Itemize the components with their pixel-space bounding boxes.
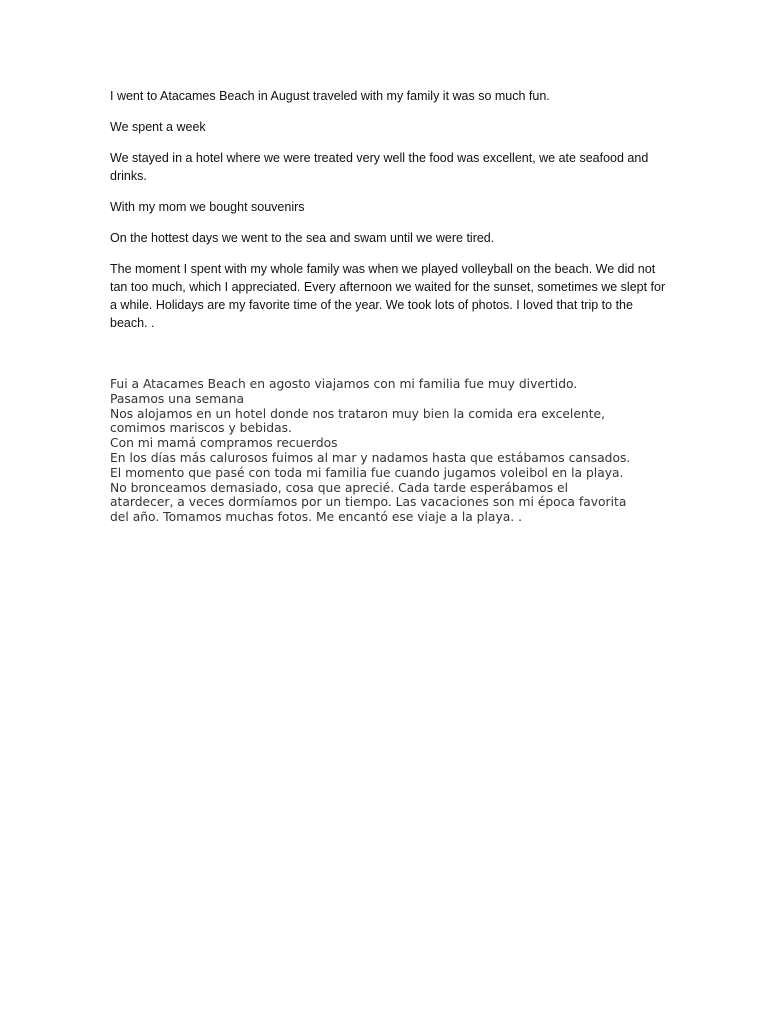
spanish-line: Nos alojamos en un hotel donde nos trataron muy bien la comida era excelente, xyxy=(110,406,606,421)
spanish-line: No bronceamos demasiado, cosa que aprecié. Cada tarde esperábamos el xyxy=(110,480,568,495)
spanish-line: comimos mariscos y bebidas. xyxy=(110,421,292,436)
english-text-block xyxy=(110,87,670,345)
english-paragraph: The moment I spent with my whole family was when we played volleyball on the beach. We did not tan too much, which I appreciated. Every afternoon we waited for the sunset, sometimes we slept for a while. Holidays are my favorite time of the year. We took lots of photos. I loved that trip to the beach. . xyxy=(110,262,666,330)
spanish-line: En los días más calurosos fuimos al mar y nadamos hasta que estábamos cansados. xyxy=(110,450,631,465)
spanish-line: Con mi mamá compramos recuerdos xyxy=(110,436,338,451)
spanish-line: Fui a Atacames Beach en agosto viajamos con mi familia fue muy divertido. xyxy=(110,377,578,391)
english-paragraph: We stayed in a hotel where we were treated very well the food was excellent, we ate seafood and drinks. xyxy=(110,151,649,183)
english-paragraph: With my mom we bought souvenirs xyxy=(110,200,305,214)
spanish-line: Pasamos una semana xyxy=(110,391,245,406)
english-paragraph: On the hottest days we went to the sea and swam until we were tired. xyxy=(110,231,495,245)
spanish-line: del año. Tomamos muchas fotos. Me encantó ese viaje a la playa. . xyxy=(110,510,522,525)
english-paragraph: We spent a week xyxy=(110,120,206,134)
english-paragraph: I went to Atacames Beach in August traveled with my family it was so much fun. xyxy=(110,89,550,103)
spanish-text-block xyxy=(110,377,670,525)
spanish-line: El momento que pasé con toda mi familia fue cuando jugamos voleibol en la playa. xyxy=(110,465,624,480)
spanish-line: atardecer, a veces dormíamos por un tiempo. Las vacaciones son mi época favorita xyxy=(110,495,627,510)
